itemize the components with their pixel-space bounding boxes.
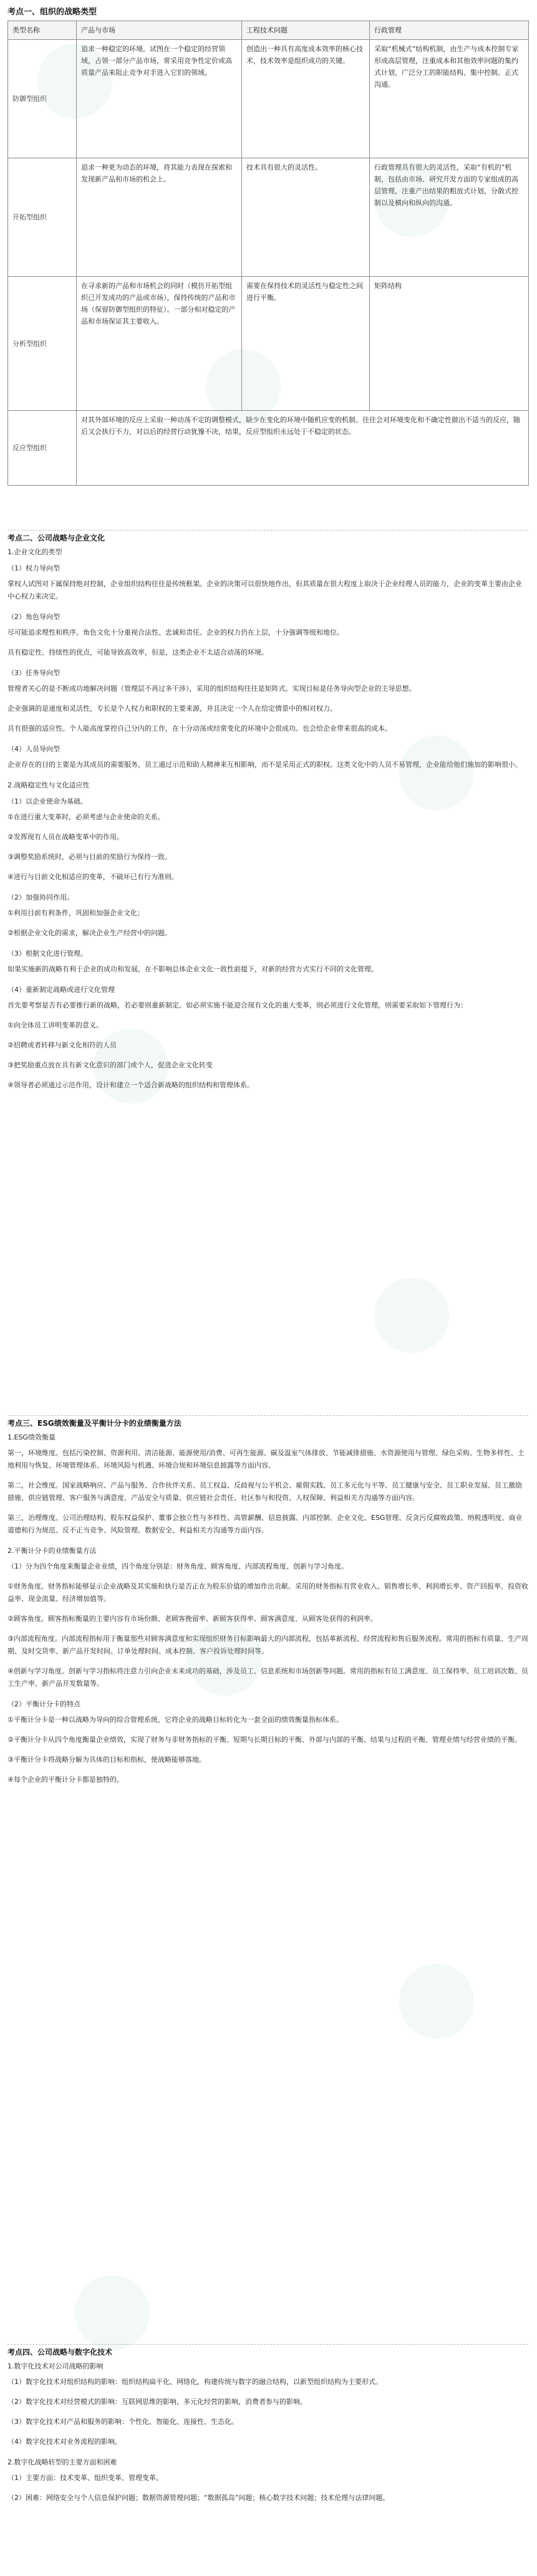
watermark-logo	[75, 2276, 150, 2350]
paragraph: （3）数字化技术对产品和服务的影响：个性化、智能化、连接性、生态化。	[7, 2418, 238, 2426]
table-header-row	[8, 21, 529, 40]
table-header-cell: 类型名称	[8, 21, 77, 40]
paragraph: ④领导者必须通过示范作用，设计和建立一个适合新战略的组织结构和管理体系。	[7, 1081, 254, 1089]
section-4	[7, 2344, 528, 2512]
section-2-title: 考点二、公司战略与企业文化	[7, 534, 105, 542]
paragraph: 企业存在的目的主要是为其成员的需要服务，员工通过示范和助人精神来互相影响，而不是采用正式的职权。这类文化中的人员不易管理，企业能给他们施加的影响很小。	[7, 761, 522, 769]
table-header-cell: 工程技术问题	[242, 21, 370, 40]
paragraph: （1）数字化技术对组织结构的影响：组织结构扁平化、网络化，构建传统与数字的融合结构，以新型组织结构为主要形式。	[7, 2378, 382, 2386]
table-cell: 在寻求新的产品和市场机会的同时（模仿开拓型组织已开发成功的产品或市场），保持传统的产品和市场（保留防御型组织的特征）。一部分相对稳定的产品和市场保证其主要收入。	[77, 277, 242, 411]
paragraph: ③平衡计分卡将战略分解为具体的目标和指标，使战略能够落地。	[7, 1756, 206, 1764]
sub-heading: 2.数字化战略转型的主要方面和困难	[7, 2458, 117, 2466]
table-cell: 对其外部环境的反应上采取一种动荡不定的调整模式，缺少在变化的环境中随机应变的机制。往往会对环境变化和不确定性做出不适当的反应，随后又会执行不力，对以后的经营行动犹豫不决，结果，反应型组织永远处于不稳定的状态。	[77, 411, 529, 486]
type-name-cell: 反应型组织	[8, 411, 77, 486]
paragraph: ①财务角度。财务指标能够显示企业战略及其实施和执行是否正在为股东价值的增加作出贡献。采用的财务指标有营业收入、销售增长率、利润增长率、资产回报率、投资收益率、现金流量、经济增加值等。	[7, 1582, 528, 1603]
paragraph: （1）分为四个角度来衡量企业业绩，四个角度分别是：财务角度、顾客角度、内部流程角度、创新与学习角度。	[7, 1562, 348, 1570]
sub-heading: （3）任务导向型	[7, 669, 60, 677]
paragraph: ④进行与目前文化相适应的变革，不破坏已有行为准则。	[7, 873, 178, 881]
paragraph: ①平衡计分卡是一种以战略为导向的综合管理系统，它将企业的战略目标转化为一套全面的绩效衡量指标体系。	[7, 1716, 343, 1724]
paragraph: ②顾客角度。顾客指标衡量的主要内容有市场份额、老顾客挽留率、新顾客获得率、顾客满意度、从顾客处获得的利润率。	[7, 1615, 377, 1623]
paragraph: （1）主要方面：技术变革、组织变革、管理变革。	[7, 2474, 163, 2482]
type-name-cell: 开拓型组织	[8, 158, 77, 277]
table-cell: 行政管理具有很大的灵活性，采取“有机的”机制，包括由市场、研究开发方面的专家组成的高层管理，注重产出结果的粗放式计划，分散式控制以及横向和纵向的沟通。	[370, 158, 529, 277]
table-row	[8, 40, 529, 158]
paragraph: （4）数字化技术对业务流程的影响。	[7, 2438, 122, 2446]
section-4-body	[7, 2360, 528, 2504]
sub-heading: 2.战略稳定性与文化适应性	[7, 781, 90, 789]
watermark-logo	[399, 1964, 474, 2039]
paragraph: ①在进行重大变革时，必须考虑与企业使命的关系。	[7, 813, 165, 821]
section-2	[7, 530, 528, 1099]
table-row	[8, 411, 529, 486]
paragraph: 掌权人试图对下属保持绝对控制，企业组织结构往往是传统框架。企业的决策可以很快地作出，但其质量在很大程度上取决于企业经理人员的能力，企业的变革主要由企业中心权力来决定。	[7, 580, 522, 600]
sub-heading: （2）角色导向型	[7, 613, 60, 621]
sub-heading: 2.平衡计分卡的业绩衡量方法	[7, 1547, 97, 1555]
table-row	[8, 277, 529, 411]
sub-heading: 1.数字化技术对公司战略的影响	[7, 2362, 104, 2370]
section-3-title: 考点三、ESG绩效衡量及平衡计分卡的业绩衡量方法	[7, 1419, 181, 1428]
paragraph: 第一，环境维度。包括污染控制、资源利用、清洁能源、能源使用/消费、可再生能源、碳及温室气体排放、节能减排措施、水资源使用与管理、绿色采购、生物多样性、土地利用与恢复、环境管理体系、环境风险与机遇、环境合规和环境信息披露等方面内容。	[7, 1449, 525, 1469]
section-1-title: 考点一、组织的战略类型	[7, 7, 97, 17]
paragraph: （2）数字化技术对经营模式的影响：互联网思维的影响，多元化经营的影响，消费者参与的影响。	[7, 2398, 307, 2406]
section-3-body	[7, 1431, 528, 1786]
table-cell: 技术具有很大的灵活性。	[242, 158, 370, 277]
type-name-cell: 分析型组织	[8, 277, 77, 411]
table-cell: 采取“机械式”结构机制，由生产与成本控制专家形成高层管理，注重成本和其他效率问题的集约式计划，广泛分工的职能结构、集中控制、正式沟通。	[370, 40, 529, 158]
paragraph: 具有很强的适应性。个人能高度掌控自己分内的工作，在十分动荡或经常变化的环境中会很成功。也会给企业带来很高的成本。	[7, 724, 392, 733]
strategy-type-table	[7, 21, 529, 486]
paragraph: ④每个企业的平衡计分卡都是独特的。	[7, 1776, 123, 1784]
paragraph: ②根据企业文化的需求，解决企业生产经营中的问题。	[7, 929, 172, 937]
paragraph: ②招聘或者转移与新文化相符的人员	[7, 1041, 117, 1049]
paragraph: ③内部流程角度。内部流程指标用于衡量那些对顾客满意度和实现组织财务目标影响最大的内部流程，包括革新流程、经营流程和售后服务流程。常用的指标有质量、生产周期、及时交货率、新产品开发时间、订单处理时间、成本控制、客户投诉处理时间等。	[7, 1635, 528, 1655]
paragraph: 尽可能追求理性和秩序。角色文化十分重视合法性、忠诚和责任。企业的权力仍在上层，十分强调等级和地位。	[7, 628, 344, 637]
paragraph: ②发挥现有人员在战略变革中的作用。	[7, 833, 123, 841]
sub-heading: （4）人员导向型	[7, 745, 60, 753]
sub-heading: 1.企业文化的类型	[7, 548, 62, 556]
table-header-cell: 行政管理	[370, 21, 529, 40]
section-2-body	[7, 545, 528, 1092]
table-cell: 创造出一种具有高度成本效率的核心技术，技术效率是组织成功的关键。	[242, 40, 370, 158]
paragraph: ①向全体员工讲明变革的意义。	[7, 1021, 103, 1029]
paragraph: 具有稳定性、持续性的优点，可能导致高效率，但是，这类企业不太适合动荡的环境。	[7, 648, 268, 656]
paragraph: 企业强调的是速度和灵活性，专长是个人权力和职权的主要来源，并且决定一个人在给定情景中的相对权力。	[7, 704, 337, 713]
paragraph: （2）困难：网络安全与个人信息保护问题；数据资源管理问题；“数据孤岛”问题；核心数字技术问题；技术伦理与法律问题。	[7, 2494, 390, 2502]
section-1	[0, 0, 537, 486]
table-cell: 追求一种稳定的环境。试图在一个稳定的经营领域，占领一部分产品市场，常采用竞争性定价或高质量产品来阻止竞争对手进入它们的领域。	[77, 40, 242, 158]
paragraph: 如果实施新的战略有利于企业的成功和发展，在不影响总体企业文化一致性前提下，对新的经营方式实行不同的文化管理。	[7, 965, 378, 973]
sub-heading: （4）重新制定战略或进行文化管理	[7, 986, 115, 994]
table-row	[8, 158, 529, 277]
sub-heading: （1）以企业使命为基础。	[7, 797, 87, 805]
section-4-title: 考点四、公司战略与数字化技术	[7, 2348, 113, 2357]
paragraph: ①利用目前有利条件，巩固和加强企业文化；	[7, 909, 144, 917]
sub-heading: （3）根据文化进行管理。	[7, 949, 87, 958]
paragraph: ④创新与学习角度。创新与学习指标将注意力引向企业未来成功的基础，涉及员工、信息系统和市场创新等问题。常用的指标有员工满意度、员工保持率、员工培训次数、员工生产率、新产品开发数量等。	[7, 1667, 528, 1688]
type-name-cell: 防御型组织	[8, 40, 77, 158]
paragraph: ③调整奖励系统时，必须与目前的奖励行为保持一致。	[7, 853, 172, 861]
sub-heading: （1）权力导向型	[7, 564, 60, 572]
section-3	[7, 1415, 528, 1794]
paragraph: 第二，社会维度。国家战略响应、产品与服务、合作伙伴关系、员工权益、反歧视与公平机会、雇佣实践、员工多元化与平等、员工健康与安全、员工职业发展、员工激励措施、供应链管理、客户服务与满意度、产品安全与质量、供应链社会责任、社区参与和投资、人权保障、利益相关方沟通等方面内容。	[7, 1481, 522, 1502]
table-cell: 需要在保持技术的灵活性与稳定性之间进行平衡。	[242, 277, 370, 411]
paragraph: 第三，治理维度。公司治理结构、股东权益保护、董事会独立性与多样性、高管薪酬、信息披露、内部控制、企业文化、ESG管理、反贪污反腐败政策、纳税透明度、商业道德和行为规范、反不正当竞争、风险管理、数据安全、利益相关方沟通等方面内容。	[7, 1514, 523, 1534]
paragraph: ②平衡计分卡从四个角度衡量企业绩效，实现了财务与非财务指标的平衡、短期与长期目标的平衡、外部与内部的平衡、结果与过程的平衡、管理业绩与经营业绩的平衡。	[7, 1736, 521, 1744]
watermark-logo	[374, 1278, 449, 1353]
sub-heading: （2）加强协同作用。	[7, 893, 74, 901]
sub-heading: 1.ESG绩效衡量	[7, 1433, 56, 1441]
paragraph: 管理者关心的是不断成功地解决问题（管理层不再过多干涉），采用的组织结构往往是矩阵式。实现目标是任务导向型企业的主导思想。	[7, 685, 416, 693]
table-cell: 追求一种更为动态的环境，将其能力表现在探索和发现新产品和市场的机会上。	[77, 158, 242, 277]
table-cell: 矩阵结构	[370, 277, 529, 411]
sub-heading: （2）平衡计分卡的特点	[7, 1700, 80, 1708]
paragraph: 首先要考察是否有必要推行新的战略，若必要则重新制定。如必须实施不能迎合现有文化的重大变革，则必须进行文化管理，则需要采取如下管理行为：	[7, 1001, 467, 1009]
table-header-cell: 产品与市场	[77, 21, 242, 40]
paragraph: ③把奖励重点放在具有新文化意识的部门或个人，促进企业文化转变	[7, 1061, 213, 1069]
